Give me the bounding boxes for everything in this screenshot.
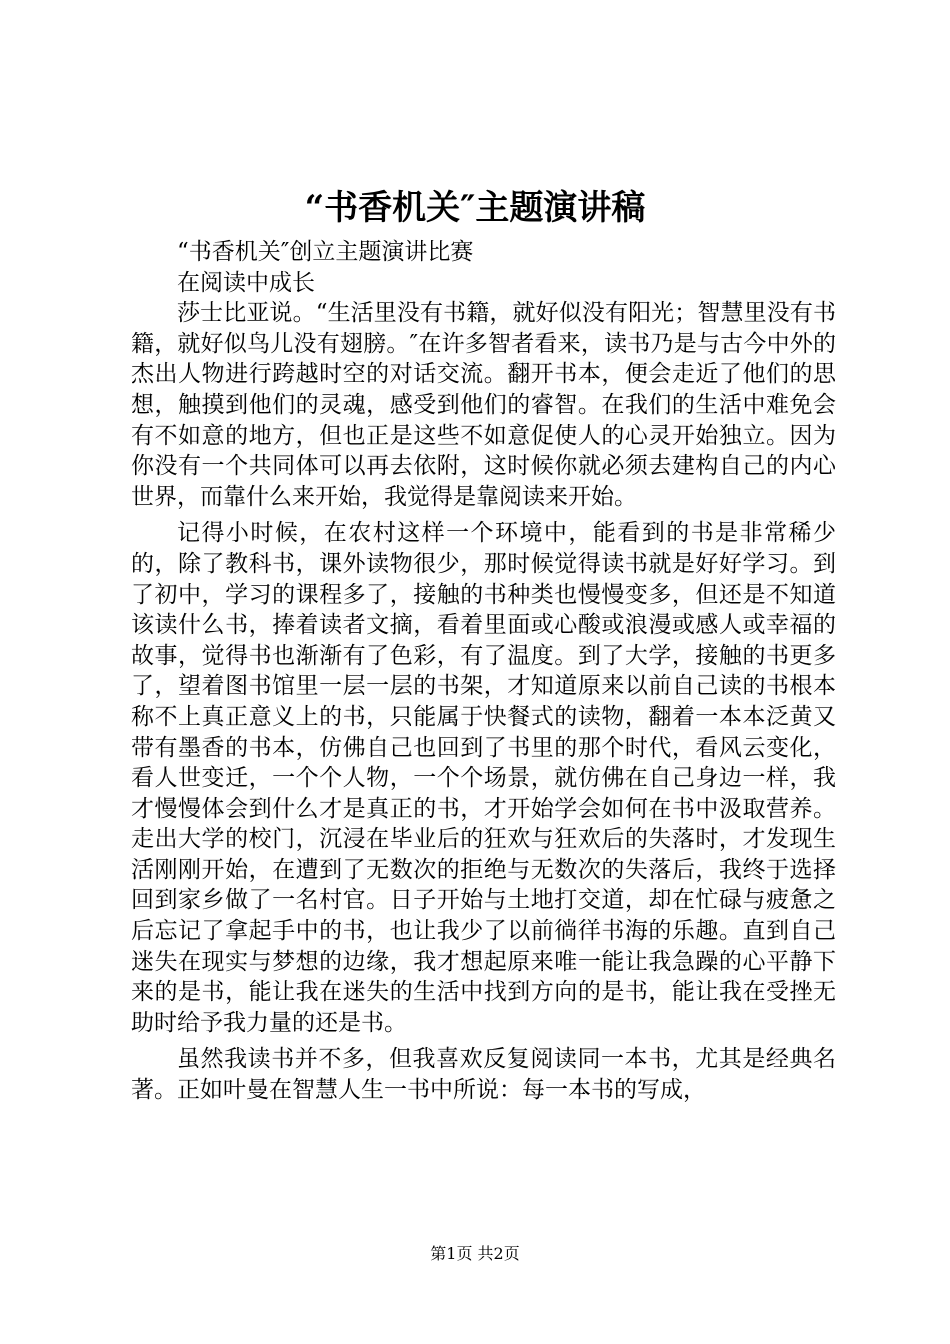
body-paragraph-2: 记得小时候，在农村这样一个环境中，能看到的书是非常稀少的，除了教科书，课外读物很少，那时候觉得读书就是好好学习。到了初中，学习的课程多了，接触的书种类也慢慢变多，但还是不知道该读什么书，捧着读者文摘，看着里面或心酸或浪漫或感人或幸福的故事，觉得书也渐渐有了色彩，有了温度。到了大学，接触的书更多了，望着图书馆里一层一层的书架，才知道原来以前自己读的书根本称不上真正意义上的书，只能属于快餐式的读物，翻着一本本泛黄又带有墨香的书本，仿佛自己也回到了书里的那个时代，看风云变化，看人世变迁，一个个人物，一个个场景，就仿佛在自己身边一样，我才慢慢体会到什么才是真正的书，才开始学会如何在书中汲取营养。走出大学的校门，沉浸在毕业后的狂欢与狂欢后的失落时，才发现生活刚刚开始，在遭到了无数次的拒绝与无数次的失落后，我终于选择回到家乡做了一名村官。日子开始与土地打交道，却在忙碌与疲惫之后忘记了拿起手中的书，也让我少了以前徜徉书海的乐趣。直到自己迷失在现实与梦想的边缘，我才想起原来唯一能让我急躁的心平静下来的是书，能让我在迷失的生活中找到方向的是书，能让我在受挫无助时给予我力量的还是书。 [131,520,836,1036]
body-paragraph-1: 莎士比亚说。“生活里没有书籍，就好似没有阳光；智慧里没有书籍，就好似鸟儿没有翅膀。″在许多智者看来，读书乃是与古今中外的杰出人物进行跨越时空的对话交流。翻开书本，便会走近了他们的思想，触摸到他们的灵魂，感受到他们的睿智。在我们的生活中难免会有不如意的地方，但也正是这些不如意促使人的心灵开始独立。因为你没有一个共同体可以再去依附，这时候你就必须去建构自己的内心世界，而靠什么来开始，我觉得是靠阅读来开始。 [131,300,836,510]
body-paragraph-3: 虽然我读书并不多，但我喜欢反复阅读同一本书，尤其是经典名著。正如叶曼在智慧人生一书中所说：每一本书的写成， [131,1046,836,1104]
page-title: “书香机关″主题演讲稿 [304,188,646,228]
document-body [131,237,836,1106]
subtitle-speech: 在阅读中成长 [177,269,315,296]
page-footer: 第1页 共2页 [430,1244,520,1263]
subtitle-contest: “书香机关″创立主题演讲比赛 [177,239,474,265]
